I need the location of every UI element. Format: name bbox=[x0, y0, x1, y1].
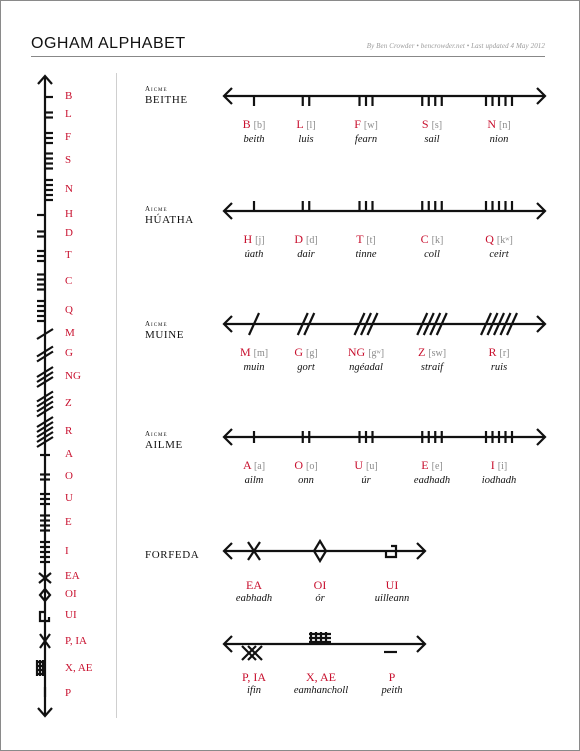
letter-latin: D bbox=[294, 232, 303, 246]
letter-name: peith bbox=[381, 685, 403, 696]
group-label-beithe bbox=[145, 85, 188, 106]
letter-name: ór bbox=[315, 593, 325, 604]
letter-name: gort bbox=[297, 362, 315, 373]
letter-latin: A bbox=[242, 458, 251, 472]
letter-ipa: [a] bbox=[253, 461, 266, 472]
letter-name: ngéadal bbox=[349, 362, 383, 373]
letter-name: úath bbox=[244, 249, 264, 260]
group-label-forfeda bbox=[145, 548, 199, 561]
vertical-label-9: Q bbox=[65, 304, 73, 316]
letter-latin: P, IA bbox=[241, 670, 266, 684]
vertical-label-13: Z bbox=[65, 397, 72, 409]
letter-ipa: [g] bbox=[306, 348, 318, 359]
vertical-label-10: M bbox=[65, 327, 75, 339]
letter-latin: Z bbox=[417, 345, 426, 359]
letter-ipa: [b] bbox=[253, 120, 266, 131]
letter-name: iodhadh bbox=[481, 475, 517, 486]
letter-name: sail bbox=[424, 134, 440, 145]
letter-ipa: [e] bbox=[431, 461, 443, 472]
letter-latin: OI bbox=[313, 578, 327, 592]
letter-name: ifin bbox=[246, 685, 261, 696]
letter-name: onn bbox=[298, 475, 314, 486]
letter-latin: N bbox=[487, 117, 496, 131]
letter-ipa: [m] bbox=[253, 348, 269, 359]
letter-latin: R bbox=[488, 345, 497, 359]
letter-name: uilleann bbox=[374, 593, 410, 604]
letter-ipa: [l] bbox=[306, 120, 316, 131]
letter-latin: U bbox=[354, 458, 363, 472]
letter-latin: P bbox=[388, 670, 396, 684]
letter-latin: Q bbox=[485, 232, 494, 246]
vertical-label-1: L bbox=[65, 108, 72, 120]
vertical-label-5: H bbox=[65, 208, 73, 220]
letter-ipa: [j] bbox=[255, 235, 265, 246]
vertical-label-14: R bbox=[65, 425, 73, 437]
letter-entry-uilleann bbox=[352, 578, 432, 606]
letter-latin: B bbox=[242, 117, 251, 131]
letter-name: nion bbox=[489, 134, 509, 145]
vertical-label-2: F bbox=[65, 131, 72, 143]
vertical-label-4: N bbox=[65, 183, 73, 195]
letter-name: straif bbox=[420, 362, 444, 373]
vertical-label-24: X, AE bbox=[65, 662, 93, 674]
letter-latin: M bbox=[239, 345, 251, 359]
letter-entry-eamhancholl bbox=[281, 670, 361, 698]
vertical-label-20: EA bbox=[65, 570, 80, 582]
aicme-prefix: Aicme bbox=[145, 205, 168, 213]
letter-latin: L bbox=[296, 117, 304, 131]
vertical-label-7: T bbox=[65, 249, 72, 261]
letter-entry-iodhadh bbox=[459, 458, 539, 488]
vertical-label-12: NG bbox=[65, 370, 81, 382]
letter-ipa: [kʷ] bbox=[496, 235, 513, 246]
letter-latin: G bbox=[294, 345, 303, 359]
aicme-name: HÚATHA bbox=[145, 214, 194, 226]
letter-name: coll bbox=[424, 249, 440, 260]
aicme-name: BEITHE bbox=[145, 94, 188, 106]
vertical-label-8: C bbox=[65, 275, 73, 287]
letter-latin: F bbox=[354, 117, 361, 131]
aicme-name: FORFEDA bbox=[145, 549, 200, 561]
letter-ipa: [u] bbox=[366, 461, 378, 472]
letter-latin: E bbox=[421, 458, 429, 472]
aicme-prefix: Aicme bbox=[145, 320, 168, 328]
letter-entry-ór bbox=[280, 578, 360, 606]
letter-name: muin bbox=[243, 362, 265, 373]
letter-latin: S bbox=[421, 117, 429, 131]
vertical-label-23: P, IA bbox=[65, 635, 88, 647]
letter-latin: H bbox=[243, 232, 253, 246]
letter-name: fearn bbox=[354, 134, 378, 145]
letter-name: ruis bbox=[490, 362, 508, 373]
letter-name: eadhadh bbox=[413, 475, 451, 486]
letter-name: beith bbox=[243, 134, 265, 145]
credit-line: By Ben Crowder • bencrowder.net • Last updated 4 May 2012 bbox=[366, 42, 545, 50]
letter-ipa: [r] bbox=[499, 348, 510, 359]
letter-ipa: [i] bbox=[497, 461, 508, 472]
letter-latin: T bbox=[356, 232, 364, 246]
group-label-muine bbox=[145, 320, 184, 341]
vertical-label-16: O bbox=[65, 470, 73, 482]
letter-latin: NG bbox=[347, 345, 366, 359]
aicme-name: AILME bbox=[145, 439, 183, 451]
vertical-label-17: U bbox=[65, 492, 73, 504]
letter-ipa: [sw] bbox=[428, 348, 447, 359]
letter-latin: UI bbox=[385, 578, 399, 592]
letter-entry-ceirt bbox=[459, 232, 539, 262]
letter-name: ailm bbox=[244, 475, 264, 486]
letter-latin: I bbox=[490, 458, 495, 472]
letter-latin: X, AE bbox=[306, 670, 336, 684]
letter-name: dair bbox=[297, 249, 315, 260]
group-label-húatha bbox=[145, 205, 194, 226]
letter-entry-peith bbox=[352, 670, 432, 698]
letter-latin: EA bbox=[246, 578, 262, 592]
vertical-label-6: D bbox=[65, 227, 73, 239]
letter-name: eamhancholl bbox=[293, 685, 349, 696]
letter-ipa: [s] bbox=[431, 120, 443, 131]
letter-ipa: [d] bbox=[306, 235, 318, 246]
vertical-label-21: OI bbox=[65, 588, 77, 600]
vertical-label-11: G bbox=[65, 347, 73, 359]
letter-entry-nion bbox=[459, 117, 539, 147]
vertical-label-22: UI bbox=[65, 609, 77, 621]
letter-ipa: [gʷ] bbox=[368, 348, 385, 359]
letter-ipa: [w] bbox=[363, 120, 378, 131]
aicme-prefix: Aicme bbox=[145, 85, 168, 93]
letter-name: ceirt bbox=[489, 249, 509, 260]
letter-latin: C bbox=[420, 232, 429, 246]
vertical-label-25: P bbox=[65, 687, 72, 699]
group-label-ailme bbox=[145, 430, 183, 451]
letter-latin: O bbox=[294, 458, 303, 472]
letter-name: luis bbox=[298, 134, 314, 145]
letter-name: eabhadh bbox=[235, 593, 273, 604]
vertical-ogham-stem bbox=[36, 76, 53, 716]
vertical-label-15: A bbox=[65, 448, 73, 460]
vertical-label-0: B bbox=[65, 90, 73, 102]
vertical-label-3: S bbox=[65, 154, 72, 166]
aicme-name: MUINE bbox=[145, 329, 185, 341]
vertical-label-18: E bbox=[65, 516, 72, 528]
aicme-prefix: Aicme bbox=[145, 430, 168, 438]
letter-ipa: [k] bbox=[431, 235, 444, 246]
page-title: OGHAM ALPHABET bbox=[31, 35, 186, 52]
letter-name: úr bbox=[361, 475, 371, 486]
letter-ipa: [n] bbox=[499, 120, 511, 131]
vertical-label-19: I bbox=[65, 545, 69, 557]
letter-ipa: [t] bbox=[366, 235, 376, 246]
letter-ipa: [o] bbox=[306, 461, 318, 472]
letter-entry-ruis bbox=[459, 345, 539, 375]
letter-name: tinne bbox=[355, 249, 377, 260]
